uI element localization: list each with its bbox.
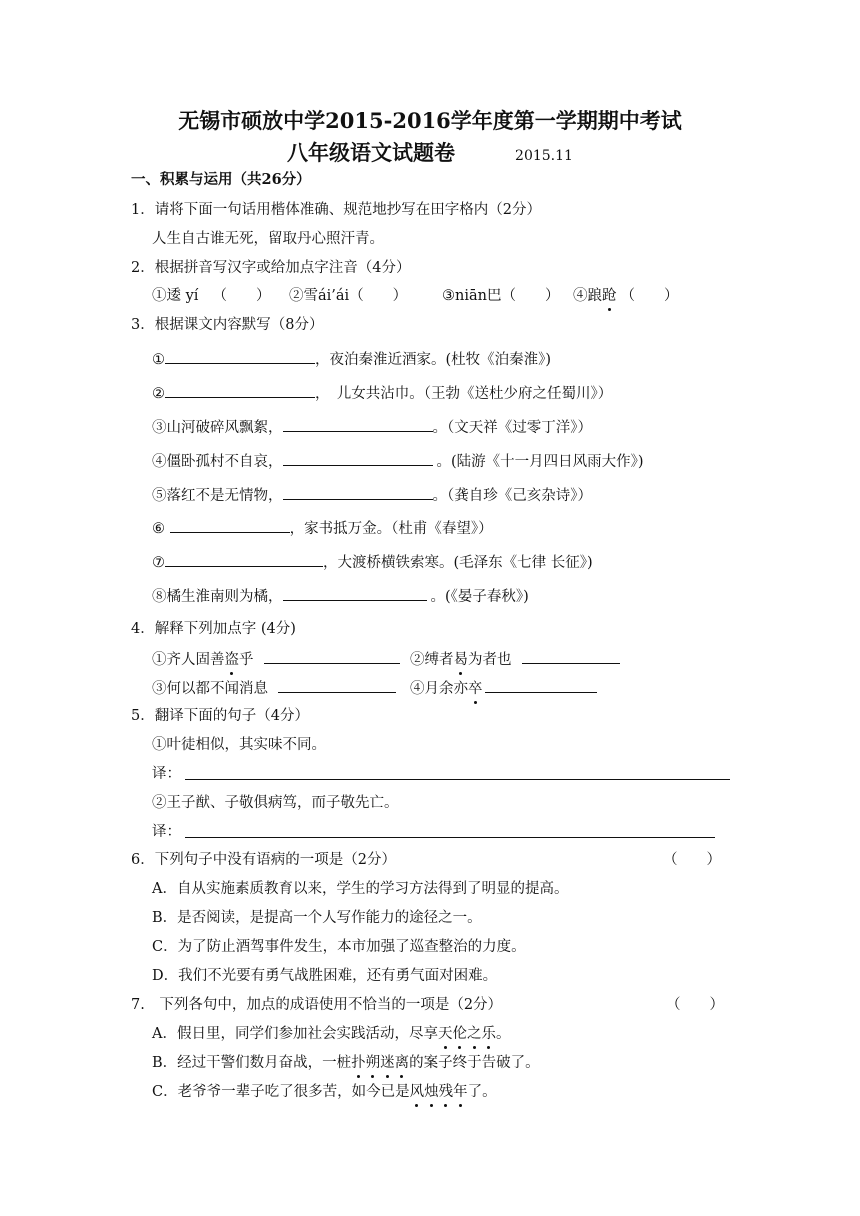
dotted-character: 残	[438, 1084, 454, 1100]
q6-prompt: 6．下列句子中没有语病的一项是（2分）	[131, 852, 396, 868]
q7-option-c-post: 了。	[467, 1084, 497, 1100]
q3-line-4	[152, 450, 644, 472]
q2-item	[442, 286, 559, 306]
q3-line-8-pre: ⑧橘生淮南则为橘，	[152, 589, 283, 605]
q7-option-b-pre: B．经过干警们数月奋战，一桩	[152, 1055, 352, 1071]
dotted-character: 天	[437, 1026, 453, 1042]
dotted-character: 离	[394, 1055, 410, 1071]
q7-option-a-post: 。	[495, 1026, 511, 1042]
answer-blank[interactable]	[170, 517, 290, 533]
exam-subtitle-text: 八年级语文试题卷	[287, 140, 456, 165]
q3-line-6	[152, 517, 493, 539]
q5-sentence-1: ①叶徒相似，其实味不同。	[152, 737, 326, 753]
q7-option-a	[152, 1024, 510, 1044]
q3-line-8-post: 。(《晏子春秋》)	[430, 589, 529, 605]
answer-blank[interactable]	[165, 348, 315, 364]
translate-label-1: 译：	[152, 766, 181, 782]
q3-line-2-post: ， 儿女共沾巾。（王勃《送杜少府之任蜀川》）	[315, 386, 613, 402]
translate-label-2: 译：	[152, 824, 181, 840]
q4-item-3-pre: ③何以都不闻消息	[152, 681, 268, 697]
q3-line-4-post: 。(陆游《十一月四日风雨大作》)	[436, 454, 644, 470]
q6-option-c: C．为了防止酒驾事件发生，本市加强了巡查整治的力度。	[152, 939, 526, 955]
q3-line-3-post: 。（文天祥《过零丁洋》）	[432, 420, 592, 436]
q4-item-2-post: 为者也	[468, 652, 512, 668]
answer-line-1[interactable]	[185, 779, 730, 780]
q7-option-c	[152, 1082, 497, 1102]
dotted-character: 卒	[468, 681, 483, 697]
q2-item-3-text: ③niān巴	[442, 288, 502, 304]
q3-line-2	[152, 382, 612, 404]
answer-blank[interactable]	[283, 416, 433, 432]
q3-prompt: 3．根据课文内容默写（8分）	[131, 317, 324, 333]
q3-line-7-pre: ⑦	[152, 555, 165, 571]
q4-item-1-post: 乎	[239, 652, 254, 668]
q4-item-2	[410, 648, 620, 670]
q2-item-4-text: ④踉	[573, 288, 602, 304]
q5-prompt: 5．翻译下面的句子（4分）	[131, 708, 309, 724]
answer-blank[interactable]	[283, 450, 433, 466]
q3-line-3-pre: ③山河破碎风飘絮，	[152, 420, 283, 436]
answer-line-2[interactable]	[185, 837, 715, 838]
q3-line-1-post: ，夜泊秦淮近酒家。(杜牧《泊秦淮》)	[315, 352, 552, 368]
q4-item-3	[152, 677, 396, 699]
exam-title: 无锡市硕放中学2015-2016学年度第一学期期中考试	[178, 108, 682, 133]
dotted-character: 年	[453, 1084, 468, 1100]
q3-line-6-post: ，家书抵万金。（杜甫《春望》）	[289, 521, 493, 537]
answer-blank[interactable]	[522, 648, 620, 664]
q7-answer-paren[interactable]: （ ）	[666, 997, 724, 1013]
q3-line-1-pre: ①	[152, 352, 165, 368]
q3-line-5-post: 。（龚自珍《己亥杂诗》）	[432, 488, 592, 504]
q6-option-a: A．自从实施素质教育以来，学生的学习方法得到了明显的提高。	[152, 881, 569, 897]
dotted-idiom	[438, 1026, 496, 1042]
q4-item-4	[410, 677, 597, 699]
dotted-character: 盗	[224, 652, 239, 668]
exam-subtitle	[0, 140, 860, 169]
q1-prompt: 1．请将下面一句话用楷体准确、规范地抄写在田字格内（2分）	[131, 202, 541, 218]
dotted-character: 伦	[452, 1026, 467, 1042]
answer-blank[interactable]	[165, 382, 315, 398]
dotted-character: 朔	[365, 1055, 381, 1071]
q2-item-4-answer[interactable]: （ ）	[620, 288, 679, 304]
q3-line-4-pre: ④僵卧孤村不自哀，	[152, 454, 283, 470]
q5-sentence-2: ②王子猷、子敬俱病笃，而子敬先亡。	[152, 795, 399, 811]
q3-line-7-post: ，大渡桥横铁索寒。(毛泽东《七律 长征》)	[323, 555, 593, 571]
q3-line-1	[152, 348, 551, 370]
dotted-character: 乐	[481, 1026, 496, 1042]
q4-item-4-pre: ④月余亦	[410, 681, 468, 697]
q2-item-1-answer[interactable]: （ ）	[212, 288, 271, 304]
q6-option-b: B．是否阅读，是提高一个人写作能力的途径之一。	[152, 910, 482, 926]
answer-blank[interactable]	[283, 484, 433, 500]
q2-prompt: 2．根据拼音写汉字或给加点字注音（4分）	[131, 260, 411, 276]
q2-item-2-answer[interactable]: （ ）	[349, 288, 408, 304]
q7-option-c-pre: C．老爷爷一辈子吃了很多苦，如今已是	[152, 1084, 410, 1100]
q7-prompt: 7. 下列各句中，加点的成语使用不恰当的一项是（2分）	[131, 997, 503, 1013]
q2-item	[289, 286, 407, 306]
q3-line-2-pre: ②	[152, 386, 165, 402]
q7-option-b-post: 的案子终于告破了。	[409, 1055, 540, 1071]
q4-item-1	[152, 648, 400, 670]
q3-line-3	[152, 416, 592, 438]
answer-blank[interactable]	[278, 677, 396, 693]
dotted-character: 之	[466, 1026, 482, 1042]
dotted-character: 迷	[380, 1055, 395, 1071]
q4-item-2-pre: ②缚者	[410, 652, 454, 668]
dotted-character: 风	[409, 1084, 425, 1100]
q7-option-b	[152, 1053, 540, 1073]
answer-blank[interactable]	[264, 648, 400, 664]
q6-answer-paren[interactable]: （ ）	[663, 852, 721, 868]
q4-prompt: 4．解释下列加点字 (4分)	[131, 621, 296, 637]
dotted-idiom	[410, 1084, 468, 1100]
q2-item	[573, 286, 679, 306]
q7-option-a-pre: A．假日里，同学们参加社会实践活动，尽享	[152, 1026, 438, 1042]
exam-date: 2015.11	[515, 148, 573, 164]
dotted-character: 扑	[351, 1055, 366, 1071]
q6-option-d: D．我们不光要有勇气战胜困难，还有勇气面对困难。	[152, 968, 498, 984]
answer-blank[interactable]	[165, 551, 323, 567]
dotted-idiom	[351, 1055, 409, 1071]
dotted-character: 跄	[602, 288, 617, 304]
q3-line-5-pre: ⑤落红不是无情物，	[152, 488, 283, 504]
q3-line-6-pre: ⑥	[152, 521, 170, 537]
dotted-character: 曷	[453, 652, 468, 668]
q2-item-2-text: ②雪ái’ái	[289, 288, 350, 304]
q3-line-5	[152, 484, 592, 506]
answer-blank[interactable]	[283, 585, 427, 601]
q2-item-3-answer[interactable]: （ ）	[501, 288, 560, 304]
q2-item-1-text: ①逶 yí	[152, 288, 199, 304]
answer-blank[interactable]	[485, 677, 597, 693]
q4-item-1-pre: ①齐人固善	[152, 652, 225, 668]
q1-text: 人生自古谁无死，留取丹心照汗青。	[152, 231, 384, 247]
q3-line-7	[152, 551, 593, 573]
q3-line-8	[152, 585, 529, 607]
dotted-character: 烛	[424, 1084, 439, 1100]
section-heading: 一、积累与运用（共26分）	[131, 171, 311, 188]
q2-item	[152, 286, 270, 306]
